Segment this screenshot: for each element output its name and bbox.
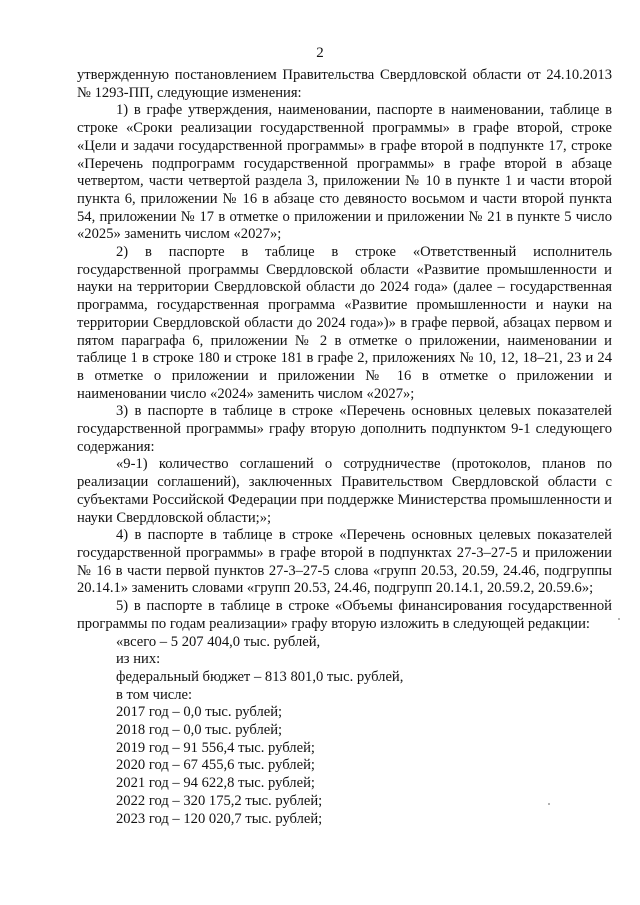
funding-line-2017: 2017 год – 0,0 тыс. рублей;	[116, 704, 283, 721]
funding-line-2021: 2021 год – 94 622,8 тыс. рублей;	[116, 775, 315, 792]
paragraph-intro-continuation: утвержденную постановлением Правительства Свердловской области от 24.10.2013 № 1293-ПП, следующие изменения:	[77, 67, 612, 101]
paragraph-item-3: 3) в паспорте в таблице в строке «Перечень основных целевых показателей государственной программы» графу вторую дополнить подпунктом 9-1 следующего содержания:	[77, 403, 612, 455]
funding-line-total: «всего – 5 207 404,0 тыс. рублей,	[116, 633, 321, 650]
page-number: 2	[316, 45, 324, 61]
paragraph-item-5: 5) в паспорте в таблице в строке «Объемы финансирования государственной программы по годам реализации» графу вторую изложить в следующей редакции:	[77, 598, 612, 632]
paragraph-item-2: 2) в паспорте в таблице в строке «Ответственный исполнитель государственной программы Свердловской области «Развитие промышленности и науки на территории Свердловской области до 2024 года» (далее – государственная программа, государственная программа «Развитие промышленности и науки на территории Свердловской области до 2024 года»)» в графе первой, абзацах первом и пятом параграфа 6, приложении № 2 в отметке о приложении, наименовании и таблице 1 в строке 180 и строке 181 в графе 2, приложениях № 10, 12, 18–21, 23 и 24 в отметке о приложении и приложении № 16 в отметке о приложении и наименовании число «2024» заменить числом «2027»;	[77, 244, 612, 402]
funding-line-2023: 2023 год – 120 020,7 тыс. рублей;	[116, 810, 323, 827]
funding-line-2020: 2020 год – 67 455,6 тыс. рублей;	[116, 757, 315, 774]
funding-line-2019: 2019 год – 91 556,4 тыс. рублей;	[116, 739, 315, 756]
funding-line-including: в том числе:	[116, 686, 193, 703]
paragraph-item-1: 1) в графе утверждения, наименовании, паспорте в наименовании, таблице в строке «Сроки реализации государственной программы» в графе второй, строке «Цели и задачи государственной программы» в графе второй в подпункте 17, строке «Перечень подпрограмм государственной программы» в графе второй в абзаце четвертом, части четвертой раздела 3, приложении № 10 в пункте 1 и части второй пункта 6, приложении № 16 в абзаце сто девяносто восьмом и части второй пункта 54, приложении № 17 в отметке о приложении и приложении № 21 в пункте 5 число «2025» заменить числом «2027»;	[77, 102, 612, 243]
scan-speck	[618, 618, 620, 620]
funding-line-2018: 2018 год – 0,0 тыс. рублей;	[116, 722, 283, 739]
scan-speck	[548, 803, 550, 805]
funding-list	[77, 634, 612, 829]
paragraph-item-3-quote: «9-1) количество соглашений о сотрудничестве (протоколов, планов по реализации соглашений), заключенных Правительством Свердловской области с субъектами Российской Федерации при поддержке Министерства промышленности и науки Свердловской области;»;	[77, 456, 612, 526]
document-body	[77, 67, 612, 828]
paragraph-item-4: 4) в паспорте в таблице в строке «Перечень основных целевых показателей государственной программы» в графе второй в подпунктах 27-3–27-5 и приложении № 16 в части первой пунктов 27-3–27-5 слова «групп 20.53, 20.59, 24.46, подгруппы 20.14.1» заменить словами «групп 20.53, 24.46, подгрупп 20.14.1, 20.59.2, 20.59.6»;	[77, 527, 612, 597]
funding-line-of-which: из них:	[116, 651, 161, 668]
funding-line-2022: 2022 год – 320 175,2 тыс. рублей;	[116, 792, 323, 809]
funding-line-federal: федеральный бюджет – 813 801,0 тыс. рублей,	[116, 668, 404, 685]
